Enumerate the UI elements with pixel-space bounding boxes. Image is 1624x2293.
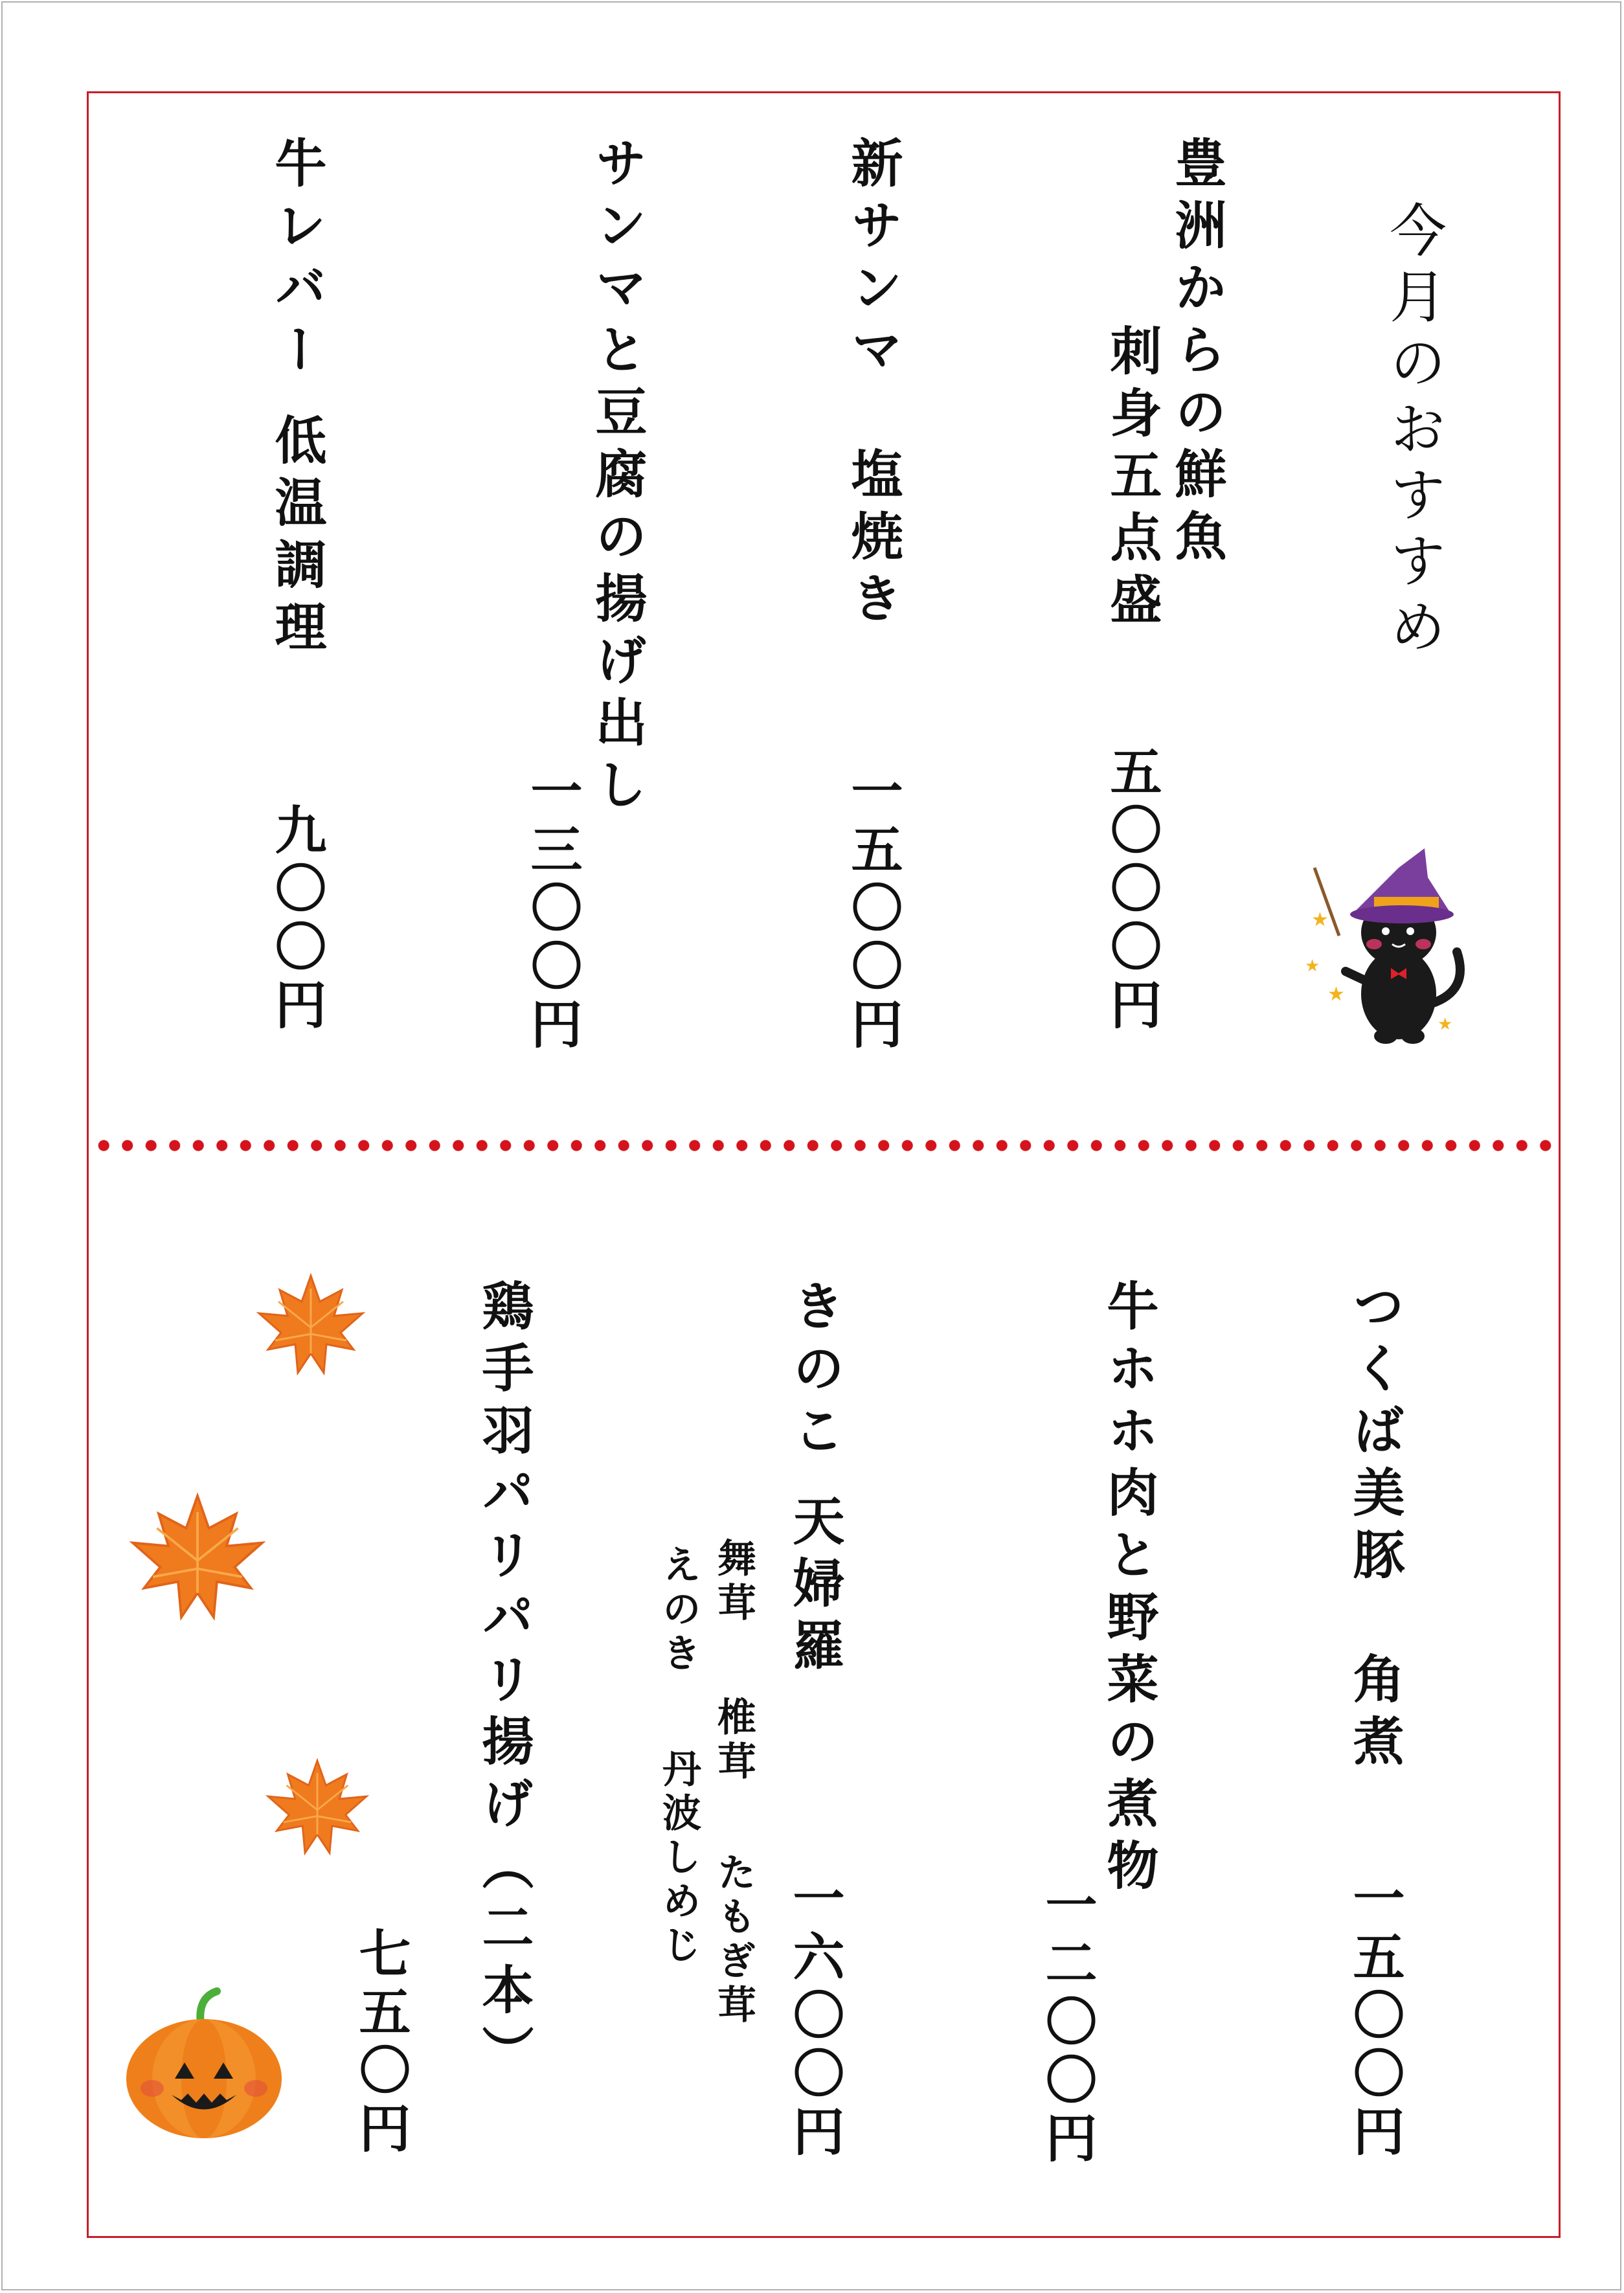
pumpkin-icon <box>120 1985 288 2140</box>
black-cat-witch-icon <box>1302 842 1496 1049</box>
maple-leaf-icon <box>256 1752 379 1868</box>
menu-item-kinoko-tempura: きのこ 天婦羅 <box>784 1279 844 1680</box>
maple-leaf-icon <box>117 1483 278 1638</box>
maple-leaf-icon <box>246 1269 376 1386</box>
menu-item-gyu-reba-price: 九〇〇円 <box>266 803 326 1036</box>
kinoko-note-enoki: えのき <box>656 1544 701 1677</box>
menu-title: 今月のおすすめ <box>1381 201 1447 663</box>
menu-item-tebasaki-price: 七五〇円 <box>350 1926 411 2160</box>
menu-item-sashimi-line1: 豊洲からの鮮魚 <box>1166 136 1226 571</box>
menu-item-sanma-shioyaki-price: 一五〇〇円 <box>842 764 903 1056</box>
kinoko-note-tanba-shimeji: 丹波しめじ <box>656 1748 701 1969</box>
menu-item-kinoko-tempura-price: 一六〇〇円 <box>784 1871 844 2163</box>
kinoko-note-maitake: 舞茸 <box>711 1538 756 1626</box>
dotted-divider <box>92 1138 1557 1153</box>
menu-item-gyu-hoho: 牛ホホ肉と野菜の煮物 <box>1098 1279 1158 1901</box>
menu-item-sashimi-price: 五〇〇〇円 <box>1101 745 1162 1036</box>
menu-item-gyu-reba: 牛レバー 低温調理 <box>266 136 326 662</box>
menu-item-tsukuba-kakuni: つくば美豚 角煮 <box>1344 1279 1404 1776</box>
menu-item-sanma-agedashi: サンマと豆腐の揚げ出し <box>587 136 647 820</box>
svg-text:★: ★ <box>1305 956 1320 976</box>
menu-item-tebasaki: 鶏手羽パリパリ揚げ（二本） <box>473 1279 534 2087</box>
menu-item-tsukuba-kakuni-price: 一五〇〇円 <box>1344 1871 1404 2163</box>
svg-text:★: ★ <box>1311 909 1329 931</box>
menu-item-sanma-agedashi-price: 一三〇〇円 <box>522 764 582 1056</box>
menu-item-sashimi-line2: 刺身五点盛 <box>1101 324 1162 635</box>
menu-item-gyu-hoho-price: 一二〇〇円 <box>1037 1878 1097 2169</box>
svg-text:★: ★ <box>1327 983 1345 1006</box>
svg-text:★: ★ <box>1438 1015 1453 1034</box>
kinoko-note-shiitake: 椎茸 <box>711 1697 756 1785</box>
menu-item-sanma-shioyaki: 新サンマ 塩焼き <box>842 136 903 633</box>
kinoko-note-tamogitake: たもぎ茸 <box>711 1852 756 2028</box>
